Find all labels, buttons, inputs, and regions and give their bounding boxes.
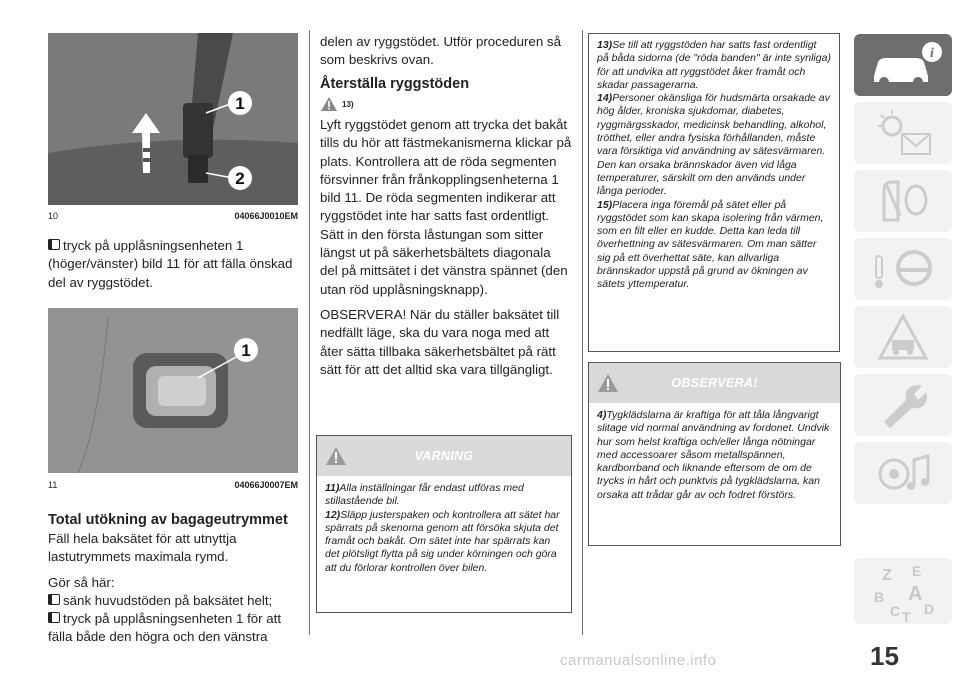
column-divider xyxy=(309,30,310,635)
column-divider xyxy=(582,30,583,635)
col2-para3: OBSERVERA! När du ställer baksätet till nedfällt läge, ska du vara noga med att åter sätta tillbaka säkerhetsbältet på rätt sätt för att det alltid ska vara tillgängligt. xyxy=(320,306,560,377)
warning-item: 15)Placera inga föremål på sätet eller på ryggstödet som kan skapa isolering från värmen, som en filt eller en kudde. Detta kan leda till överhettning av sätesvärmaren. Om man sätter sig på ett överhettat säte, kan allvarliga brännskador uppstå på grund av ökningen av sätets yttemperatur. xyxy=(597,198,824,291)
checkbox-bullet-icon xyxy=(48,594,60,605)
watermark: carmanualsonline.info xyxy=(560,652,717,669)
index-icon xyxy=(854,558,952,624)
note-title: OBSERVERA! xyxy=(671,376,758,390)
sidebar-item-multimedia[interactable] xyxy=(854,442,952,504)
figure-number: 10 xyxy=(48,211,59,221)
sidebar-item-warning-lights[interactable] xyxy=(854,102,952,164)
svg-text:B: B xyxy=(874,589,885,605)
sidebar-item-safety[interactable] xyxy=(854,170,952,232)
col1-para2: Fäll hela baksätet för att utnyttja lastutrymmets maximala rymd. xyxy=(48,531,237,565)
warning-title: VARNING xyxy=(414,449,474,463)
multimedia-icon xyxy=(854,442,952,504)
svg-text:Z: Z xyxy=(882,567,892,584)
note-header xyxy=(589,363,840,403)
callout-1: 1 xyxy=(235,94,245,113)
warning-lights-icon xyxy=(854,102,952,164)
figure-code: 04066J0007EM xyxy=(234,480,298,490)
svg-text:E: E xyxy=(912,563,922,579)
sidebar-item-service[interactable] xyxy=(854,374,952,436)
warning-item: 12)Släpp justerspaken och kontrollera att sätet har spärrats på skenorna genom att försöka skjuta det framåt och bakåt. Om sätet inte har spärrats kan det plötsligt flytta på sig under körningen och göra att du förlorar kontrollen över bilen. xyxy=(325,508,560,574)
chapter-sidebar xyxy=(848,0,960,678)
warning-item: 13)Se till att ryggstöden har satts fast ordentligt på båda sidorna (de "röda banden" är inte synliga) för att undvika att ryggstödet åker framåt och skadar passagerarna. xyxy=(597,39,831,91)
svg-text:D: D xyxy=(924,601,935,617)
col1-para3: Gör så här: xyxy=(48,574,115,590)
col2-para2: Lyft ryggstödet genom att trycka det bakåt tills du hör att fästmekanismerna klickar på plats. Kontrollera att de röda segmenten försvinner från frånkopplingsenheterna 1 bild 11. De röda segmenten indikerar att ryggstödet inte har satts fast ordentligt. Sätt in den första låstungan som sitter längst ut på säkerhetsbältets diagonala del på mittsätet i det vänstra spännet (den utan röd upplåsningsknapp). xyxy=(320,117,572,297)
section-heading-expand: Total utökning av bagageutrymmet xyxy=(48,512,288,528)
svg-text:A: A xyxy=(908,583,923,605)
col1-body xyxy=(48,530,300,647)
warning-box xyxy=(316,435,572,613)
note-item: 4)Tygklädslarna är kraftiga för att tåla långvarigt slitage vid normal användning av fordonet. Undvik hur som helst kraftiga och/eller långa nötningar med accessoarer såsom metallspännen, kardborrband och liknande eftersom de om de trycks in hårt och punktvis på tygklädslarna, kan orsaka att trådar går av och fodret förstörs. xyxy=(597,409,830,501)
service-wrench-icon xyxy=(854,374,952,436)
warning-header xyxy=(317,436,571,476)
svg-text:T: T xyxy=(902,609,911,624)
warning-triangle-icon xyxy=(320,96,338,112)
road-emergency-icon xyxy=(854,306,952,368)
figure-10-image xyxy=(48,33,298,205)
col1-para1: tryck på upplåsningsenheten 1 (höger/vänster) bild 11 för att fälla önskad del av ryggstödet. xyxy=(48,238,293,290)
sidebar-item-index[interactable] xyxy=(854,558,952,624)
seatbelt-airbag-icon xyxy=(854,170,952,232)
callout-1: 1 xyxy=(241,341,251,360)
col2-body xyxy=(320,116,572,386)
figure-10-caption xyxy=(48,211,298,221)
figure-11-image xyxy=(48,308,298,473)
sidebar-item-driving[interactable] xyxy=(854,238,952,300)
svg-text:i: i xyxy=(930,46,934,61)
note-box xyxy=(588,362,841,546)
svg-text:C: C xyxy=(890,603,901,619)
checkbox-bullet-icon xyxy=(48,239,60,250)
warning-body xyxy=(317,476,571,581)
callout-2: 2 xyxy=(235,169,245,188)
section-heading-restore: Återställa ryggstöden xyxy=(320,76,470,92)
figure-number: 11 xyxy=(48,480,58,490)
sidebar-item-emergency[interactable] xyxy=(854,306,952,368)
steering-wheel-icon xyxy=(854,238,952,300)
reference-13: 13) xyxy=(342,100,354,109)
page-number: 15 xyxy=(870,641,899,671)
warning-continued-box xyxy=(588,33,840,352)
note-body xyxy=(589,403,840,508)
list-item: tryck på upplåsningsenheten 1 för att fälla både den högra och den vänstra xyxy=(48,611,282,645)
list-item: sänk huvudstöden på baksätet helt; xyxy=(48,592,300,610)
checkbox-bullet-icon xyxy=(48,612,60,623)
figure-11-caption xyxy=(48,480,298,490)
sidebar-item-car-info[interactable] xyxy=(854,34,952,96)
warning-item: 11)Alla inställningar får endast utföras med stillastående bil. xyxy=(325,482,524,508)
figure-code: 04066J0010EM xyxy=(234,211,298,221)
warning-item: 14)Personer okänsliga för hudsmärta orsakade av hög ålder, kroniska sjukdomar, diabetes, ryggmärgsskador, medicinsk behandling, alkohol, trötthet, eller andra fysiska förhållanden, måste vara försiktiga vid användning av sätesvärmaren. Den kan orsaka brännskador även vid låga temperaturer, särskilt om den används under långa perioder. xyxy=(597,92,830,198)
col2-para1: delen av ryggstödet. Utför proceduren så som beskrivs ovan. xyxy=(320,34,561,68)
car-info-icon xyxy=(854,34,952,96)
